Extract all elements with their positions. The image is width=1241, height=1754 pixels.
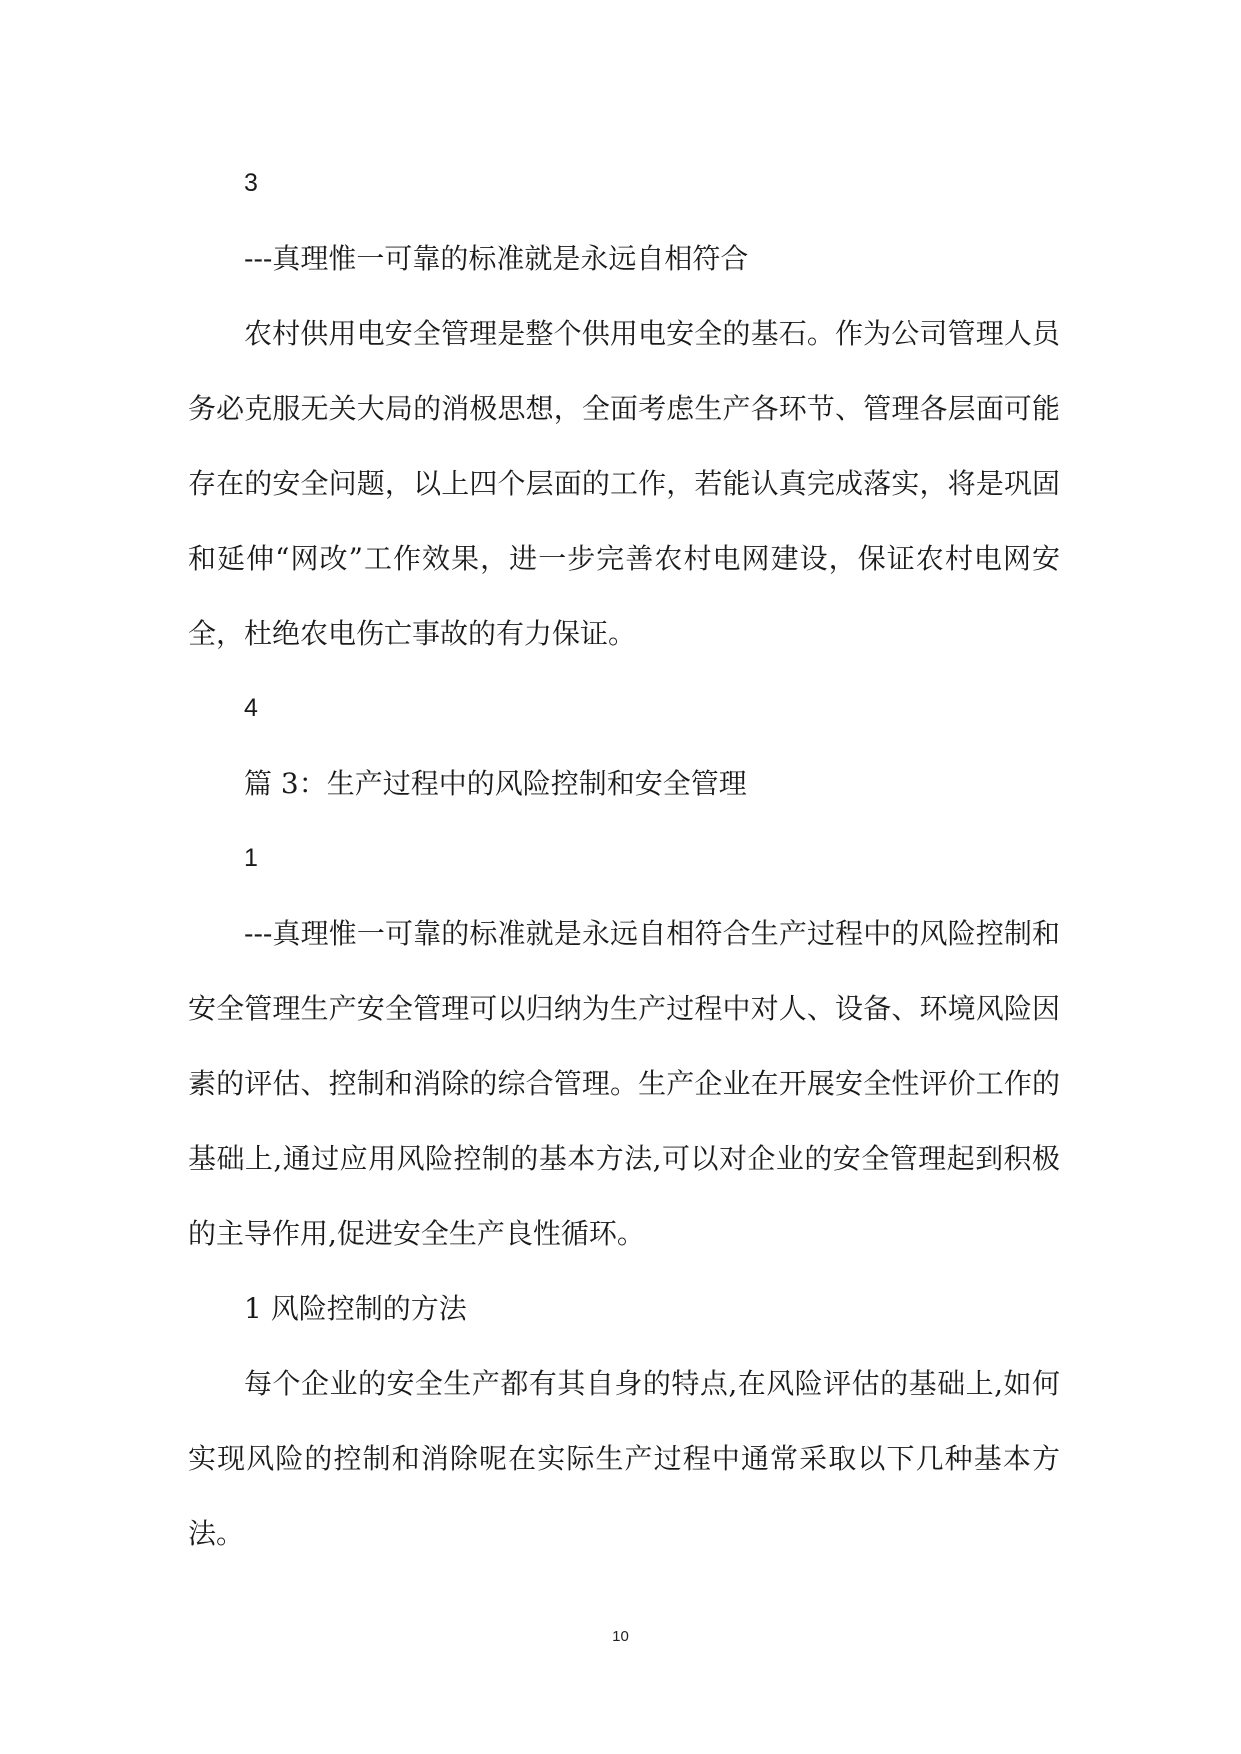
article-heading: 篇 3：生产过程中的风险控制和安全管理 — [244, 767, 747, 800]
section-number: 4 — [244, 694, 258, 722]
body-paragraph: 农村供用电安全管理是整个供用电安全的基石。作为公司管理人员务必克服无关大局的消极思想，全面考虑生产各环节、管理各层面可能存在的安全问题，以上四个层面的工作，若能认真完成落实，将是巩固和延伸“网改”工作效果，进一步完善农村电网建设，保证农村电网安全，杜绝农电伤亡事故的有力保证。 — [188, 317, 1060, 650]
body-paragraph: ---真理惟一可靠的标准就是永远自相符合生产过程中的风险控制和安全管理生产安全管理可以归纳为生产过程中对人、设备、环境风险因素的评估、控制和消除的综合管理。生产企业在开展安全性评价工作的基础上,通过应用风险控制的基本方法,可以对企业的安全管理起到积极的主导作用,促进安全生产良性循环。 — [188, 917, 1060, 1250]
subsection-heading: 1 风险控制的方法 — [244, 1292, 467, 1325]
document-body — [188, 146, 1060, 1571]
quote-paragraph: ---真理惟一可靠的标准就是永远自相符合 — [244, 242, 749, 275]
page-number: 10 — [612, 1628, 629, 1645]
section-number: 1 — [244, 844, 258, 872]
section-number: 3 — [244, 169, 258, 197]
body-paragraph: 每个企业的安全生产都有其自身的特点,在风险评估的基础上,如何实现风险的控制和消除呢在实际生产过程中通常采取以下几种基本方法。 — [188, 1367, 1060, 1550]
